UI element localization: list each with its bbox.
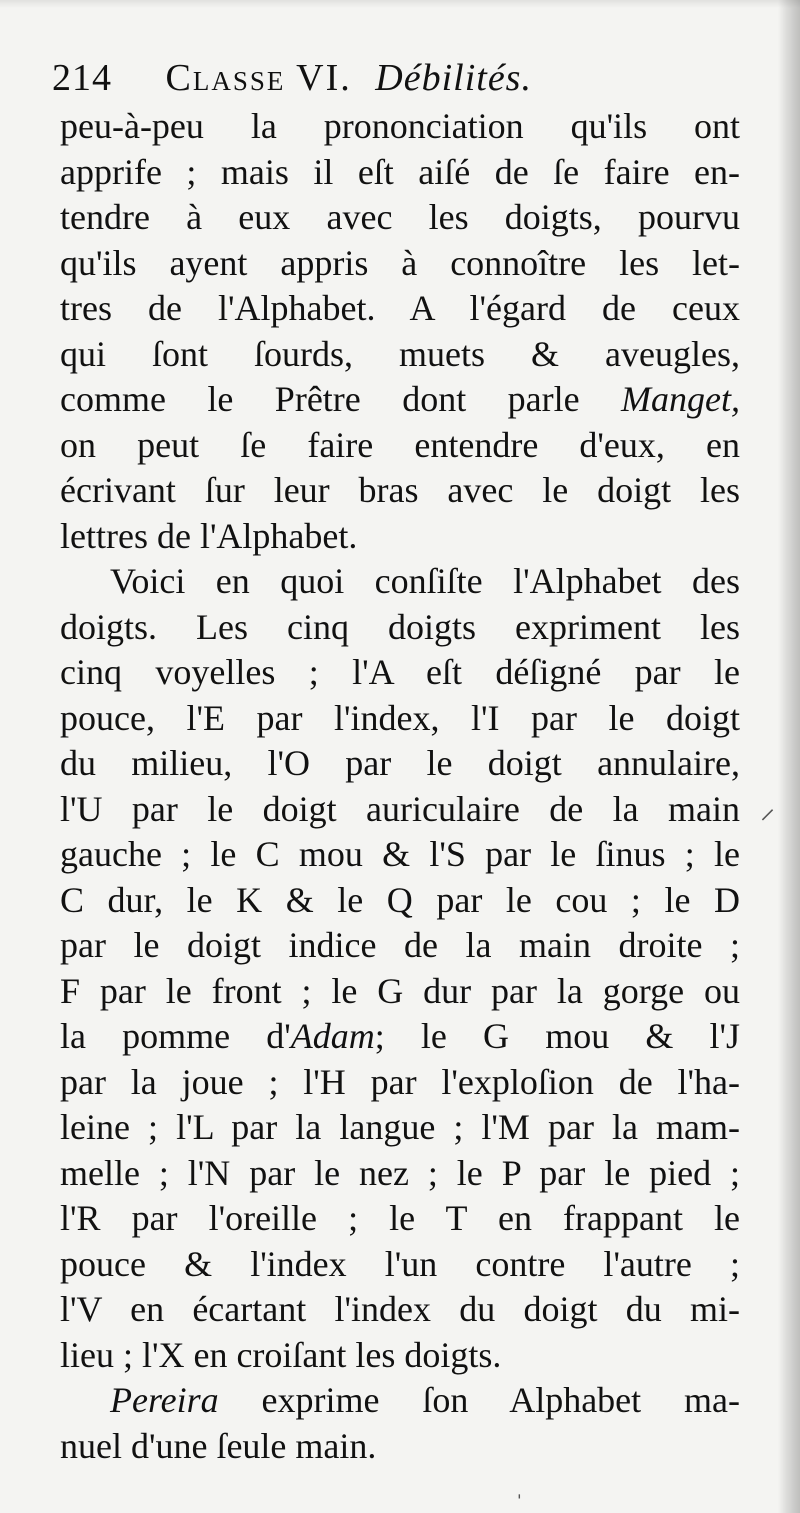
running-head-italic: Débilités.	[375, 57, 532, 99]
text-line-27: l'V en écartant l'index du doigt du mi-	[60, 1289, 740, 1329]
text-line-3: tendre à eux avec les doigts, pourvu	[60, 197, 740, 237]
bottom-ink-mark: ˌ	[515, 1470, 524, 1499]
text-line-5: tres de l'Alphabet. A l'égard de ceux	[60, 288, 740, 328]
text-line-14: pouce, l'E par l'index, l'I par le doigt	[60, 697, 740, 738]
italic-name-pereira: Pereira	[110, 1380, 219, 1420]
text-line-22: par la joue ; l'H par l'exploſion de l'ha-	[60, 1061, 740, 1102]
body-text	[60, 104, 740, 1469]
text-line-29: Pereira exprime ſon Alphabet ma-	[110, 1380, 740, 1420]
text-line-9: écrivant ſur leur bras avec le doigt les	[60, 470, 740, 510]
text-line-13: cinq voyelles ; l'A eſt déſigné par le	[60, 652, 740, 692]
text-line-20: F par le front ; le G dur par la gorge ou	[60, 970, 740, 1011]
text-line-1: peu-à-peu la prononciation qu'ils ont	[60, 106, 740, 146]
running-head: Classe VI.	[165, 57, 352, 99]
text-line-7: comme le Prêtre dont parle Manget,	[60, 379, 740, 419]
text-line-2: apprife ; mais il eſt aiſé de ſe faire en-	[60, 151, 740, 192]
text-line-10: lettres de l'Alphabet.	[60, 515, 358, 556]
text-line-26: pouce & l'index l'un contre l'autre ;	[60, 1243, 740, 1284]
text-line-28: lieu ; l'X en croiſant les doigts.	[60, 1334, 502, 1375]
text-line-17: gauche ; le C mou & l'S par le ſinus ; le	[60, 834, 740, 874]
text-line-6: qui ſont ſourds, muets & aveugles,	[60, 333, 740, 374]
text-line-4: qu'ils ayent appris à connoître les let-	[60, 242, 740, 283]
text-line-25: l'R par l'oreille ; le T en frappant le	[60, 1198, 740, 1238]
text-line-18: C dur, le K & le Q par le cou ; le D	[60, 879, 740, 920]
page-number: 214	[52, 57, 112, 99]
text-line-16: l'U par le doigt auriculaire de la main	[60, 788, 740, 829]
margin-mark: ⸝	[760, 792, 775, 825]
text-line-30: nuel d'une ſeule main.	[60, 1425, 377, 1466]
text-line-15: du milieu, l'O par le doigt annulaire,	[60, 743, 740, 783]
text-line-12: doigts. Les cinq doigts expriment les	[60, 606, 740, 647]
text-line-23: leine ; l'L par la langue ; l'M par la mam-	[60, 1107, 740, 1147]
text-line-11: Voici en quoi conſiſte l'Alphabet des	[110, 561, 740, 601]
text-line-8: on peut ſe faire entendre d'eux, en	[60, 424, 740, 465]
text-line-24: melle ; l'N par le nez ; le P par le pied ;	[60, 1152, 740, 1193]
page-gutter-shadow	[778, 0, 800, 1513]
page-top-edge	[0, 0, 800, 8]
italic-name-adam: Adam	[290, 1016, 375, 1056]
text-line-21: la pomme d'Adam; le G mou & l'J	[60, 1016, 741, 1056]
page-header	[52, 52, 752, 104]
text-line-19: par le doigt indice de la main droite ;	[60, 925, 740, 965]
italic-name-manget: Manget,	[621, 379, 740, 419]
